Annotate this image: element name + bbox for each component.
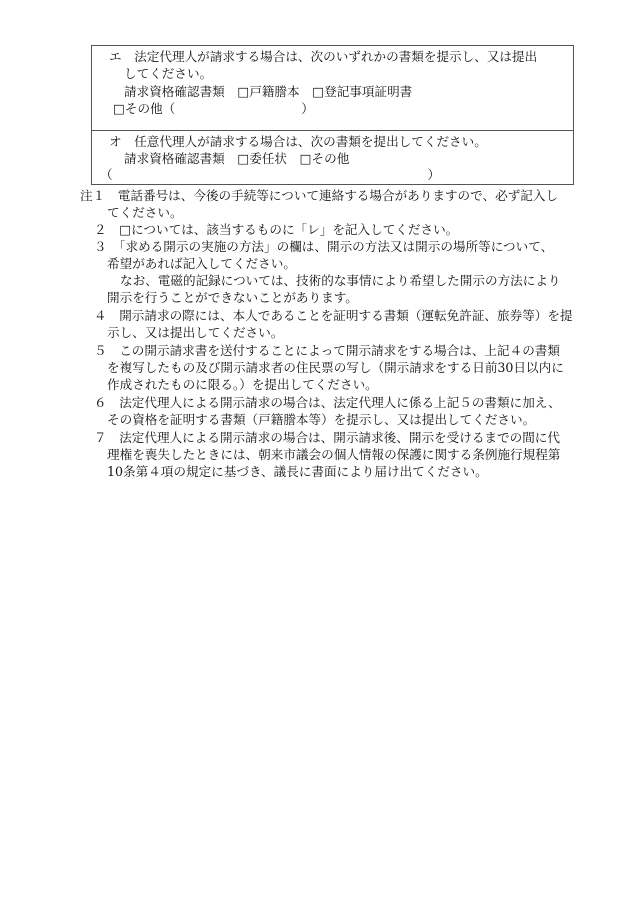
note-line: 注１ 電話番号は、今後の手続等について連絡する場合がありますので、必ず記入し	[80, 188, 559, 203]
note-line: ７ 法定代理人による開示請求の場合は、開示請求後、開示を受けるまでの間に代	[94, 430, 560, 445]
note-line: なお、電磁的記録については、技術的な事情により希望した開示の方法により	[120, 273, 561, 288]
section-e-heading-cont: してください。	[124, 66, 213, 81]
note-line: 示し、又は提出してください。	[107, 325, 284, 340]
section-e-other-option: □その他（ ）	[113, 101, 314, 116]
section-o-document-options: 請求資格確認書類 □委任状 □その他	[124, 151, 350, 166]
note-line: 希望があれば記入してください。	[107, 256, 296, 271]
section-e-heading: エ 法定代理人が請求する場合は、次のいずれかの書類を提示し、又は提出	[109, 49, 538, 64]
note-line: その資格を証明する書類（戸籍謄本等）を提示し、又は提出してください。	[107, 412, 536, 427]
voluntary-representative-box	[91, 130, 574, 185]
note-line: ６ 法定代理人による開示請求の場合は、法定代理人に係る上記５の書類に加え、	[94, 395, 561, 410]
note-line: を複写したもの及び開示請求者の住民票の写し（開示請求をする日前30日以内に	[107, 360, 564, 375]
note-line: ２ □については、該当するものに「レ」を記入してください。	[94, 222, 459, 237]
note-line: ４ 開示請求の際には、本人であることを証明する書類（運転免許証、旅券等）を提	[94, 308, 573, 323]
note-line: てください。	[107, 205, 183, 220]
note-line: 理権を喪失したときには、朝来市議会の個人情報の保護に関する条例施行規程第	[107, 447, 561, 462]
section-o-heading: オ 任意代理人が請求する場合は、次の書類を提出してください。	[109, 134, 487, 149]
legal-representative-box	[91, 45, 574, 130]
note-line: 作成されたものに限る。）を提出してください。	[107, 377, 378, 392]
section-o-other-blank: （ ）	[100, 167, 441, 182]
note-line: 10条第４項の規定に基づき、議長に書面により届け出てください。	[107, 464, 488, 479]
note-line: ３ 「求める開示の実施の方法」の欄は、開示の方法又は開示の場所等について、	[94, 239, 554, 254]
section-e-document-options: 請求資格確認書類 □戸籍謄本 □登記事項証明書	[124, 84, 413, 99]
note-line: ５ この開示請求書を送付することによって開示請求をする場合は、上記４の書類	[94, 343, 560, 358]
note-line: 開示を行うことができないことがあります。	[107, 290, 358, 305]
